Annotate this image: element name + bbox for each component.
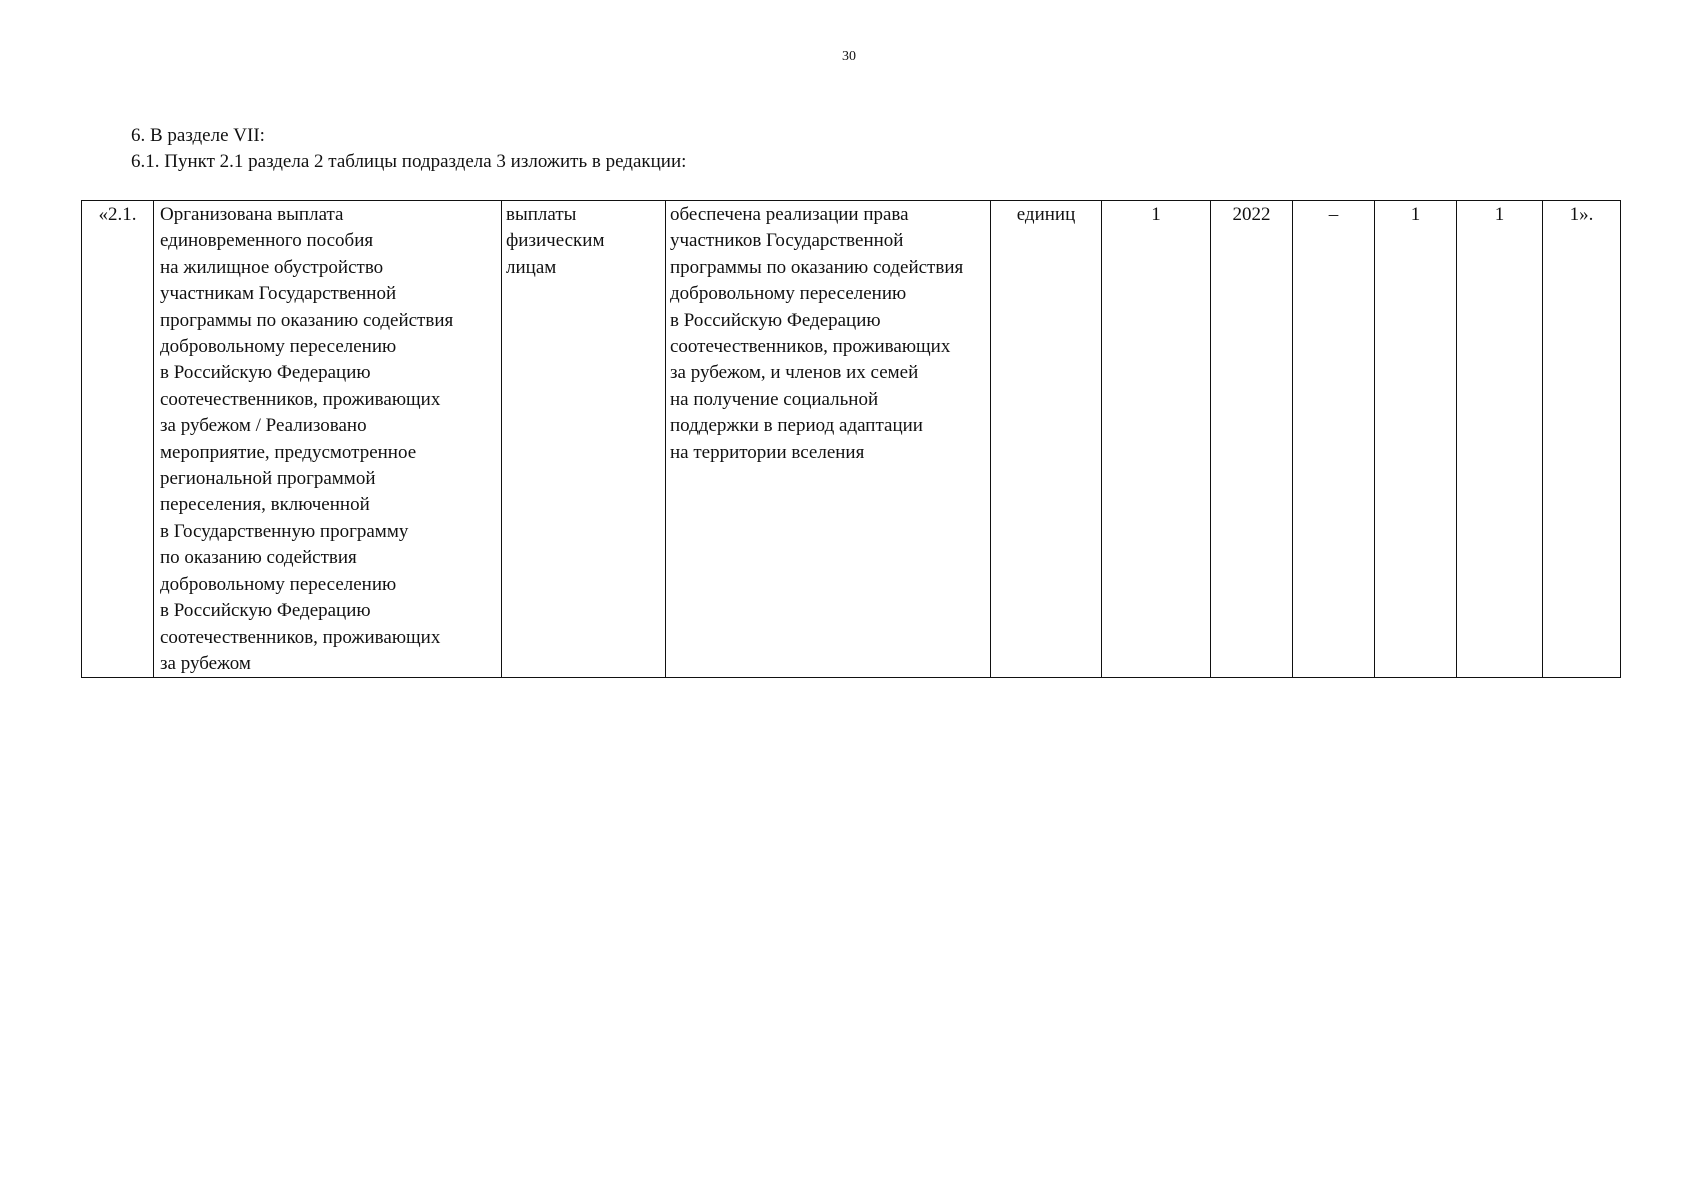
name-line: Организована выплата bbox=[160, 204, 344, 225]
name-line: по оказанию содействия bbox=[160, 547, 357, 569]
cell-unit: единиц bbox=[991, 201, 1102, 678]
name-line: региональной программой bbox=[160, 468, 376, 490]
description-line: поддержки в период адаптации bbox=[670, 415, 923, 437]
cell-value-4: 1». bbox=[1543, 201, 1621, 678]
cell-base-year: 2022 bbox=[1211, 201, 1293, 678]
name-line: на жилищное обустройство bbox=[160, 256, 384, 278]
intro-text bbox=[131, 123, 686, 175]
name-line: участникам Государственной bbox=[160, 283, 397, 305]
type-line: лицам bbox=[506, 256, 557, 278]
name-line: соотечественников, проживающих bbox=[160, 626, 441, 648]
name-line: в Российскую Федерацию bbox=[160, 362, 371, 384]
amendment-instruction: 6.1. Пункт 2.1 раздела 2 таблицы подраздела 3 изложить в редакции: bbox=[131, 151, 687, 172]
description-line: участников Государственной bbox=[670, 230, 904, 252]
type-line: физическим bbox=[506, 230, 605, 252]
name-line: за рубежом bbox=[160, 652, 251, 674]
name-line: добровольному переселению bbox=[160, 573, 397, 595]
cell-item-number: «2.1. bbox=[82, 201, 154, 678]
section-heading: 6. В разделе VII: bbox=[131, 125, 265, 146]
name-line: в Государственную программу bbox=[160, 520, 409, 542]
description-line: соотечественников, проживающих bbox=[670, 336, 951, 358]
description-line: на территории вселения bbox=[670, 441, 865, 463]
cell-description bbox=[666, 201, 991, 678]
name-line: программы по оказанию содействия bbox=[160, 309, 454, 331]
description-line: за рубежом, и членов их семей bbox=[670, 362, 919, 384]
name-line: соотечественников, проживающих bbox=[160, 388, 441, 410]
cell-type bbox=[502, 201, 666, 678]
name-line: добровольному переселению bbox=[160, 336, 397, 358]
amendment-table bbox=[81, 200, 1621, 678]
cell-value-2: 1 bbox=[1375, 201, 1457, 678]
cell-value-1: – bbox=[1293, 201, 1375, 678]
name-line: переселения, включенной bbox=[160, 494, 370, 516]
description-line: программы по оказанию содействия bbox=[670, 256, 964, 278]
name-line: единовременного пособия bbox=[160, 230, 374, 252]
name-line: за рубежом / Реализовано bbox=[160, 415, 367, 437]
page-number: 30 bbox=[842, 49, 856, 64]
table-row bbox=[82, 201, 1621, 678]
description-line: в Российскую Федерацию bbox=[670, 309, 881, 331]
cell-value-3: 1 bbox=[1457, 201, 1543, 678]
name-line: в Российскую Федерацию bbox=[160, 600, 371, 622]
description-line: обеспечена реализации права bbox=[670, 204, 909, 225]
cell-base-value: 1 bbox=[1102, 201, 1211, 678]
type-line: выплаты bbox=[506, 204, 577, 225]
description-line: добровольному переселению bbox=[670, 283, 907, 305]
description-line: на получение социальной bbox=[670, 388, 879, 410]
cell-item-name bbox=[154, 201, 502, 678]
name-line: мероприятие, предусмотренное bbox=[160, 441, 417, 463]
